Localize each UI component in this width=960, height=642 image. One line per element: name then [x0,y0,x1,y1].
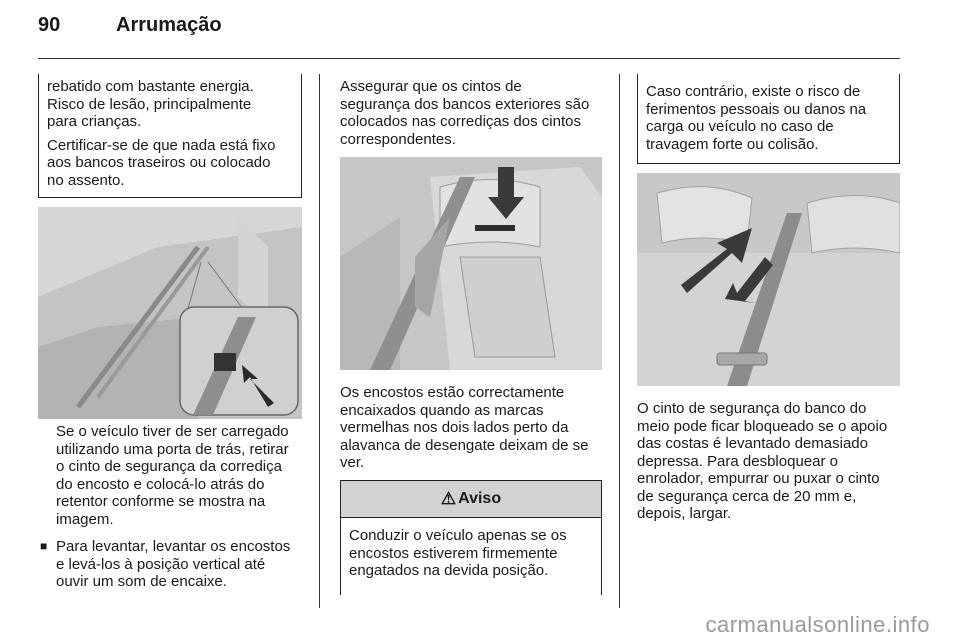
text-line: engatados na devida posição. [349,562,549,579]
warning-header [340,480,602,518]
text-line: e levá-los à posição vertical até [56,555,266,573]
header-rule [38,58,900,59]
text-line: retentor conforme se mostra na [56,493,266,510]
page-number: 90 [38,14,61,36]
text-line: colocados nas corrediças dos cintos [340,113,581,130]
text-line: encaixados quando as marcas [340,401,544,419]
text-line: segurança dos bancos exteriores são [340,95,590,113]
text-line: depois, largar. [637,505,732,522]
column-divider-2 [619,74,620,608]
text-line: Assegurar que os cintos de [340,78,522,95]
warning-body [340,518,602,595]
body-paragraph [637,400,905,523]
text-line: utilizando uma porta de trás, retirar [56,440,289,458]
text-line: depressa. Para desbloquear o [637,452,838,470]
caption-paragraph [56,423,306,528]
text-line: das costas é levantado demasiado [637,435,868,452]
text-line: meio pode ficar bloqueado se o apoio [637,417,888,435]
text-line: do encosto e colocá-lo atrás do [56,475,265,493]
bullet-marker: ■ [40,539,48,553]
text-line: enrolador, empurrar ou puxar o cinto [637,470,880,487]
page-title: Arrumação [116,14,222,36]
warning-continuation-box [637,74,900,164]
text-line: ferimentos pessoais ou danos na [646,100,867,118]
warning-title: Aviso [458,490,502,507]
text-line: no assento. [47,171,125,189]
text-line: Conduzir o veículo apenas se os [349,527,567,544]
text-line: ver. [340,454,365,471]
text-line: O cinto de segurança do banco do [637,400,867,417]
column-divider-1 [319,74,320,608]
text-line: encostos estiverem firmemente [349,544,558,562]
text-line: Se o veículo tiver de ser carregado [56,423,289,440]
seatbelt-guide-image [340,157,602,370]
warning-box [340,480,602,586]
warning-continuation-box [38,74,302,198]
bullet-item [40,538,306,591]
text-line: alavanca de desengate deixam de se [340,436,589,454]
text-line: rebatido com bastante energia. [47,78,254,95]
body-paragraph [340,384,606,472]
text-line: o cinto de segurança da corrediça [56,458,282,475]
warning-triangle-icon: ⚠ [440,489,457,508]
middle-seatbelt-image [637,173,900,386]
text-line: carga ou veículo no caso de [646,118,834,135]
watermark: carmanualsonline.info [705,612,930,637]
text-line: Certificar-se de que nada está fixo [47,136,276,154]
seatbelt-retainer-image [38,207,302,419]
text-line: para crianças. [47,113,142,130]
text-line: Risco de lesão, principalmente [47,95,252,113]
text-line: de segurança cerca de 20 mm e, [637,487,857,505]
text-line: Para levantar, levantar os encostos [56,538,291,555]
text-line: aos bancos traseiros ou colocado [47,154,271,171]
text-line: Caso contrário, existe o risco de [646,83,861,100]
text-line: correspondentes. [340,130,456,148]
text-line: vermelhas nos dois lados perto da [340,419,569,436]
text-line: imagem. [56,510,114,528]
text-line: Os encostos estão correctamente [340,384,565,401]
text-line: ouvir um som de encaixe. [56,573,227,590]
text-line: travagem forte ou colisão. [646,135,819,153]
intro-paragraph [340,78,606,148]
